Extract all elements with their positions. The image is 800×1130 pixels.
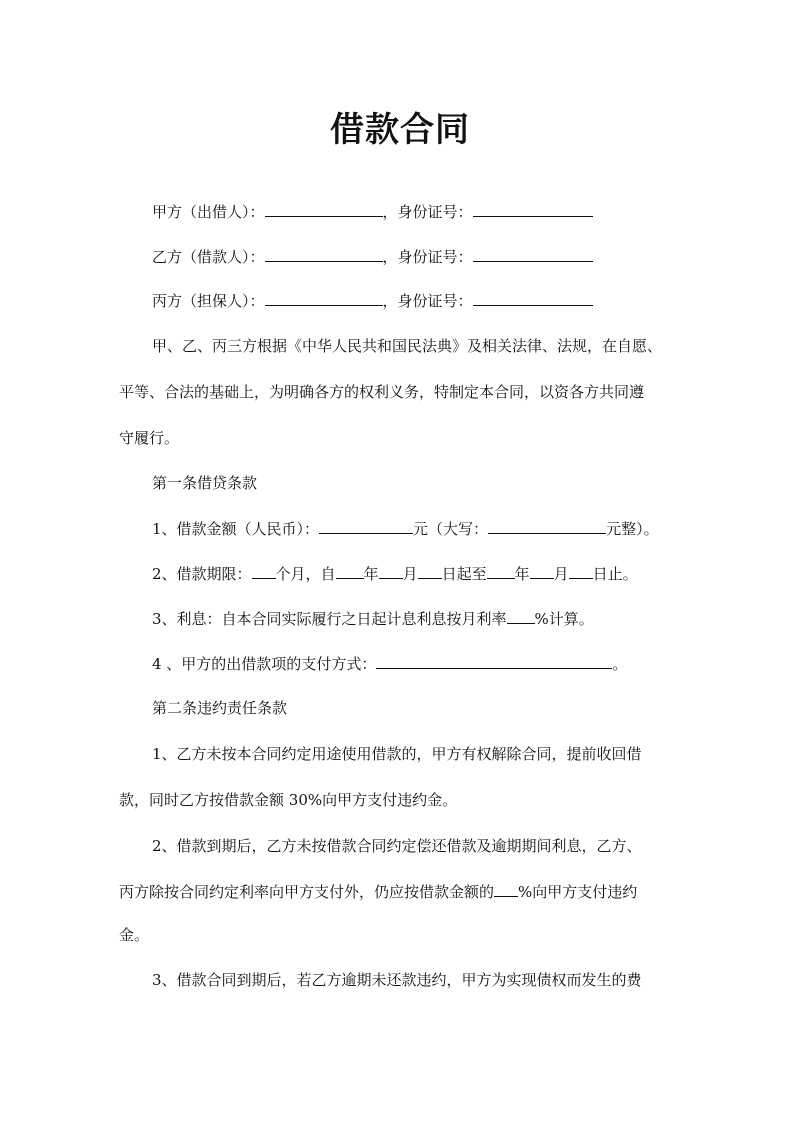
payment-method-line [152, 652, 627, 675]
party-c-name-blank[interactable] [265, 289, 383, 306]
breach-clause-2-line-1: 2、借款到期后，乙方未按借款合同约定偿还借款及逾期期间利息，乙方、 [152, 837, 642, 855]
party-c-label: 丙方（担保人）： [152, 292, 265, 310]
article-1-heading: 第一条借贷条款 [152, 474, 258, 492]
party-b-name-blank[interactable] [265, 245, 383, 262]
interest-label: 3、利息：自本合同实际履行之日起计息利息按月利率 [152, 610, 507, 628]
end-year-text: 年 [514, 565, 530, 583]
start-month-text: 月 [402, 565, 418, 583]
payment-method-suffix: 。 [612, 655, 628, 673]
end-year-blank[interactable] [487, 562, 515, 579]
intro-line-2: 平等、合法的基础上，为明确各方的权利义务，特制定本合同，以资各方共同遵 [119, 383, 645, 401]
article-2-heading: 第二条违约责任条款 [152, 699, 288, 717]
party-a-id-label: ，身份证号： [382, 203, 473, 221]
breach-clause-2-line-3: 金。 [119, 926, 150, 944]
loan-amount-suffix: 元整）。 [606, 520, 659, 538]
breach-clause-2-line-2-prefix: 丙方除按合同约定利率向甲方支付外，仍应按借款金额的 [119, 883, 495, 901]
breach-clause-3-line-1: 3、借款合同到期后，若乙方逾期未还款违约，甲方为实现债权而发生的费 [152, 971, 642, 989]
breach-clause-2-line-2 [119, 880, 637, 903]
term-months-blank[interactable] [252, 562, 276, 579]
party-a-line [152, 200, 593, 223]
intro-line-3: 守履行。 [119, 429, 180, 447]
party-c-line [152, 289, 593, 312]
party-b-line [152, 245, 593, 268]
end-day-text: 日止。 [592, 565, 638, 583]
interest-suffix: %计算。 [534, 610, 594, 628]
penalty-rate-blank[interactable] [494, 880, 518, 897]
end-month-blank[interactable] [530, 562, 554, 579]
party-a-label: 甲方（出借人）： [152, 203, 265, 221]
party-b-id-blank[interactable] [473, 245, 593, 262]
loan-amount-label: 1、借款金额（人民币）： [152, 520, 320, 538]
term-months-text: 个月，自 [275, 565, 336, 583]
interest-line [152, 607, 594, 630]
party-a-name-blank[interactable] [265, 200, 383, 217]
loan-term-label: 2、借款期限： [152, 565, 252, 583]
loan-amount-blank[interactable] [319, 517, 413, 534]
loan-term-line [152, 562, 638, 585]
start-day-text: 日起至 [441, 565, 487, 583]
interest-rate-blank[interactable] [507, 607, 535, 624]
breach-clause-2-line-2-suffix: %向甲方支付违约 [518, 883, 638, 901]
party-b-label: 乙方（借款人）： [152, 248, 265, 266]
end-month-text: 月 [553, 565, 569, 583]
party-a-id-blank[interactable] [473, 200, 593, 217]
start-year-text: 年 [363, 565, 379, 583]
payment-method-blank[interactable] [376, 652, 612, 669]
start-month-blank[interactable] [379, 562, 403, 579]
loan-amount-line [152, 517, 659, 540]
intro-line-1: 甲、乙、丙三方根据《中华人民共和国民法典》及相关法律、法规，在自愿、 [152, 337, 663, 355]
document-title: 借款合同 [330, 110, 470, 150]
party-c-id-label: ，身份证号： [382, 292, 473, 310]
party-c-id-blank[interactable] [473, 289, 593, 306]
loan-amount-capital-label: 元（大写： [413, 520, 489, 538]
party-b-id-label: ，身份证号： [382, 248, 473, 266]
start-day-blank[interactable] [418, 562, 442, 579]
end-day-blank[interactable] [569, 562, 593, 579]
start-year-blank[interactable] [336, 562, 364, 579]
breach-clause-1-line-2: 款，同时乙方按借款金额 30%向甲方支付违约金。 [119, 791, 458, 809]
breach-clause-1-line-1: 1、乙方未按本合同约定用途使用借款的，甲方有权解除合同，提前收回借 [152, 745, 642, 763]
payment-method-label: 4 、甲方的出借款项的支付方式： [152, 655, 377, 673]
loan-amount-capital-blank[interactable] [488, 517, 606, 534]
